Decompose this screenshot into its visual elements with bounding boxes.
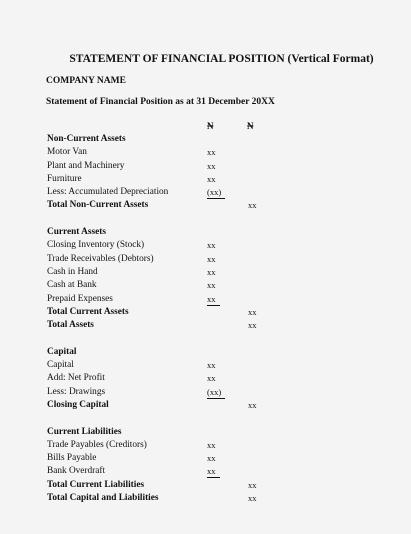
row-value-column-2: xx [248, 493, 257, 504]
row-label: Bank Overdraft [47, 466, 106, 477]
row-label: Cash at Bank [47, 280, 97, 291]
row-label: Total Non-Current Assets [47, 200, 149, 211]
row-label: Trade Payables (Creditors) [47, 439, 147, 450]
statement-row [47, 267, 377, 280]
statement-heading-row [47, 347, 377, 360]
statement-heading-row [47, 480, 377, 493]
row-label: Closing Inventory (Stock) [47, 240, 145, 251]
row-value-column-1: xx [207, 147, 216, 158]
statement-row [47, 187, 377, 200]
statement-row [47, 240, 377, 253]
statement-row [47, 466, 377, 479]
row-value-column-1: xx [207, 253, 216, 264]
statement-row [47, 453, 377, 466]
statement-row [47, 147, 377, 160]
row-label: Current Assets [47, 227, 106, 238]
row-label: Total Capital and Liabilities [47, 493, 159, 504]
row-label: Total Current Liabilities [47, 479, 145, 490]
row-label: Cash in Hand [47, 266, 98, 277]
statement-row [47, 161, 377, 174]
row-label: Prepaid Expenses [47, 293, 113, 304]
statement-row [47, 440, 377, 453]
row-label: Total Current Assets [47, 306, 129, 317]
row-value-column-1: (xx) [207, 187, 225, 199]
statement-heading-row [47, 307, 377, 320]
row-value-column-2: xx [248, 479, 257, 490]
row-label: Bills Payable [47, 453, 97, 464]
row-value-column-1: (xx) [207, 387, 225, 399]
statement-heading-row [47, 320, 377, 333]
row-value-column-1: xx [207, 294, 220, 306]
statement-heading-row [47, 493, 377, 506]
row-value-column-2: xx [248, 306, 257, 317]
row-value-column-1: xx [207, 360, 216, 371]
row-label: Furniture [47, 173, 82, 184]
row-value-column-1: xx [207, 466, 220, 478]
company-name: COMPANY NAME [46, 76, 126, 86]
row-value-column-1: xx [207, 373, 216, 384]
row-label: Closing Capital [47, 399, 109, 410]
row-label: Current Liabilities [47, 426, 122, 437]
row-value-column-1: xx [207, 280, 216, 291]
statement-row [47, 174, 377, 187]
statement-heading-row [47, 134, 377, 147]
row-label: Capital [47, 360, 74, 371]
row-value-column-2: xx [248, 320, 257, 331]
statement-row [47, 387, 377, 400]
statement-heading-row [47, 227, 377, 240]
statement-heading-row [47, 427, 377, 440]
statement-heading-row [47, 400, 377, 413]
row-label: Trade Receivables (Debtors) [47, 253, 154, 264]
row-label: Less: Accumulated Depreciation [47, 187, 169, 198]
row-label: Plant and Machinery [47, 160, 125, 171]
row-label: Add: Net Profit [47, 373, 105, 384]
row-label: Capital [47, 346, 77, 357]
statement-row [47, 373, 377, 386]
row-label: Motor Van [47, 147, 87, 158]
row-spacer [47, 333, 377, 346]
row-value-column-1: xx [207, 439, 216, 450]
column-header-naira-1: ₦ [207, 121, 214, 131]
row-value-column-1: xx [207, 453, 216, 464]
statement-rows [47, 134, 377, 506]
statement-row [47, 280, 377, 293]
row-spacer [47, 413, 377, 426]
row-spacer [47, 214, 377, 227]
row-label: Total Assets [47, 320, 94, 331]
row-label: Non-Current Assets [47, 134, 126, 144]
row-value-column-1: xx [207, 240, 216, 251]
row-value-column-1: xx [207, 266, 216, 277]
row-label: Less: Drawings [47, 386, 106, 397]
document-title: STATEMENT OF FINANCIAL POSITION (Vertical Format) [69, 53, 374, 65]
column-header-naira-2: ₦ [247, 121, 254, 131]
row-value-column-1: xx [207, 173, 216, 184]
row-value-column-1: xx [207, 160, 216, 171]
statement-heading-row [47, 200, 377, 213]
row-value-column-2: xx [248, 399, 257, 410]
statement-row [47, 360, 377, 373]
row-value-column-2: xx [248, 200, 257, 211]
statement-row [47, 254, 377, 267]
statement-row [47, 294, 377, 307]
statement-subtitle: Statement of Financial Position as at 31 December 20XX [46, 97, 275, 107]
